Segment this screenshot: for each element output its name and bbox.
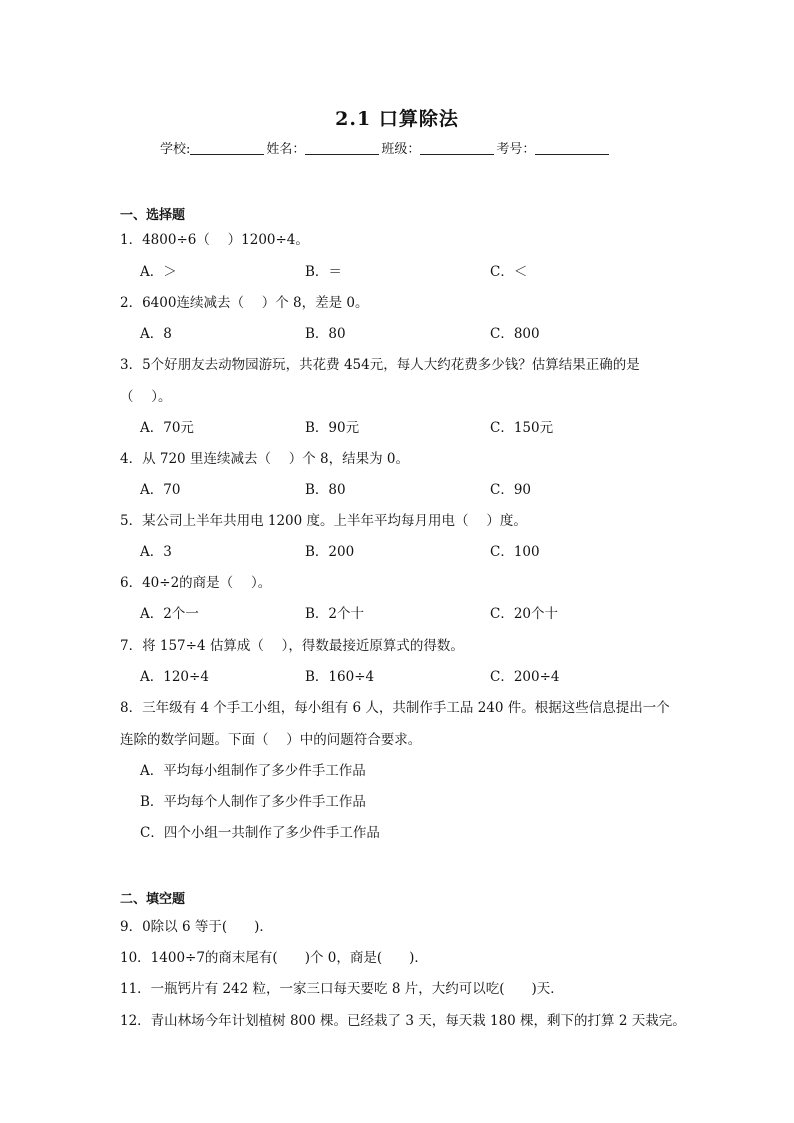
q8-option-b[interactable]: B．平均每个人制作了多少件手工作品 [140,794,366,810]
q8-option-a[interactable]: A．平均每小组制作了多少件手工作品 [140,763,366,779]
q4-option-a[interactable]: A．70 [140,482,181,498]
question-4: 4．从 720 里连续减去（ ）个 8，结果为 0。 [120,451,409,467]
name-label: 姓名： [266,142,306,157]
question-3: 3．5个好朋友去动物园游玩，共花费 454元，每人大约花费多少钱？估算结果正确的是 [120,357,640,373]
q2-option-b[interactable]: B．80 [305,326,346,342]
class-blank[interactable] [420,142,494,155]
page-title: 2.1 口算除法 [335,108,459,130]
q2-option-c[interactable]: C．800 [490,326,540,342]
question-3-continued: （ ）。 [120,389,172,405]
q8-option-c[interactable]: C．四个小组一共制作了多少件手工作品 [140,825,380,841]
question-8-continued: 连除的数学问题。下面（ ）中的问题符合要求。 [120,732,422,748]
q7-option-b[interactable]: B．160÷4 [305,669,375,685]
question-6: 6．40÷2的商是（ ）。 [120,575,272,591]
q3-option-c[interactable]: C．150元 [490,420,554,436]
exam-no-blank[interactable] [535,142,609,155]
q1-option-a[interactable]: A．＞ [140,264,177,280]
question-8: 8．三年级有 4 个手工小组，每小组有 6 人，共制作手工品 240 件。根据这些信息提出一个 [120,700,670,716]
question-7: 7．将 157÷4 估算成（ ），得数最接近原算式的得数。 [120,638,464,654]
question-12: 12．青山林场今年计划植树 800 棵。已经栽了 3 天，每天栽 180 棵，剩下的打算 2 天栽完。 [120,1013,686,1029]
section-fill-heading: 二、填空题 [120,892,186,907]
q6-option-a[interactable]: A．2个一 [140,606,199,622]
q6-option-c[interactable]: C．20个十 [490,606,559,622]
q6-option-b[interactable]: B．2个十 [305,606,365,622]
question-5: 5．某公司上半年共用电 1200 度。上半年平均每月用电（ ）度。 [120,513,527,529]
q3-option-a[interactable]: A．70元 [140,420,194,436]
q5-option-b[interactable]: B．200 [305,544,355,560]
question-1: 1．4800÷6（ ）1200÷4。 [120,232,309,248]
q2-option-a[interactable]: A．8 [140,326,172,342]
question-10: 10．1400÷7的商末尾有( )个 0，商是( )． [120,950,428,966]
question-9: 9．0除以 6 等于( )． [120,919,273,935]
name-blank[interactable] [305,142,379,155]
q4-option-b[interactable]: B．80 [305,482,346,498]
q4-option-c[interactable]: C．90 [490,482,532,498]
section-choice-heading: 一、选择题 [120,208,186,223]
school-blank[interactable] [190,142,264,155]
q1-option-c[interactable]: C．＜ [490,264,528,280]
question-11: 11．一瓶钙片有 242 粒，一家三口每天要吃 8 片，大约可以吃( )天． [120,981,564,997]
q7-option-c[interactable]: C．200÷4 [490,669,560,685]
student-info-line [160,138,680,157]
q5-option-c[interactable]: C．100 [490,544,540,560]
class-label: 班级： [381,142,421,157]
q1-option-b[interactable]: B．＝ [305,264,342,280]
q7-option-a[interactable]: A．120÷4 [140,669,209,685]
q3-option-b[interactable]: B．90元 [305,420,360,436]
exam-no-label: 考号： [496,142,536,157]
q5-option-a[interactable]: A．3 [140,544,172,560]
question-2: 2．6400连续减去（ ）个 8，差是 0。 [120,295,369,311]
school-label: 学校: [160,142,191,157]
